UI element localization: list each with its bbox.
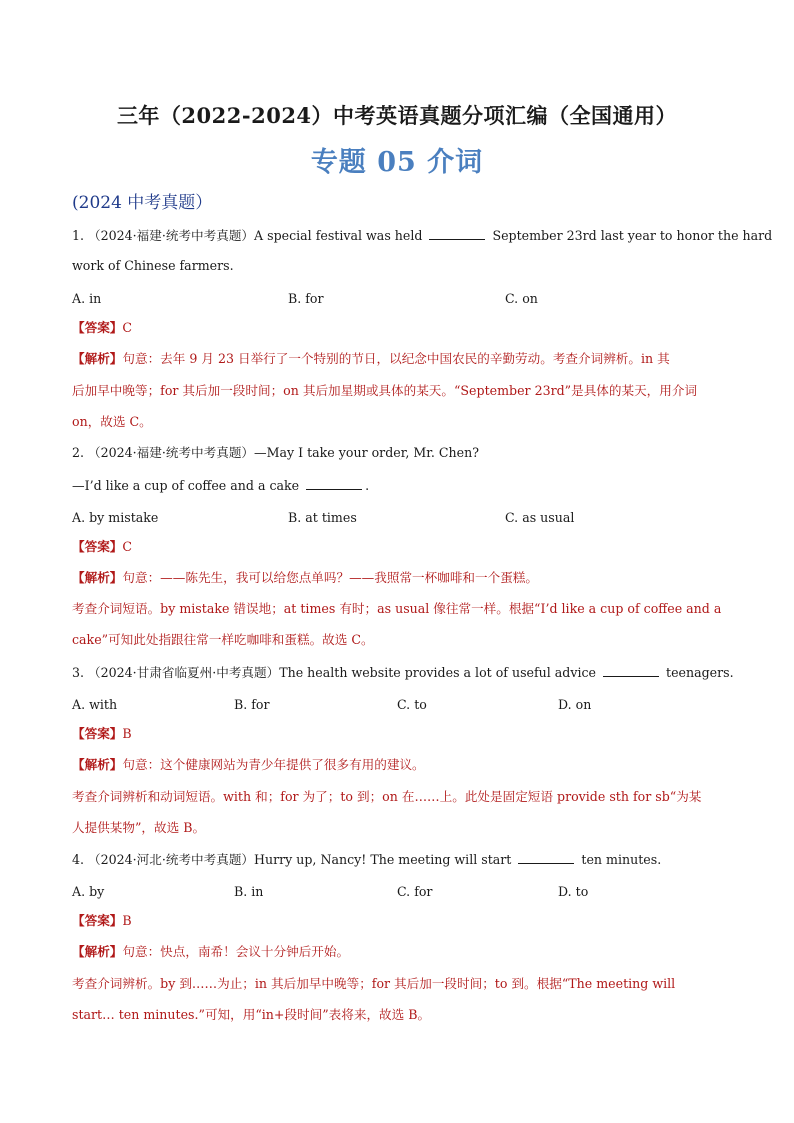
question-4-answer bbox=[72, 915, 132, 928]
question-3-stem-part-a: 3. （2024·甘肃省临夏州·中考真题）The health website provides a lot of useful advice bbox=[72, 665, 601, 680]
question-4-option-c: C. for bbox=[397, 884, 433, 899]
question-2-option-c: C. as usual bbox=[505, 510, 575, 525]
question-4-stem-line-1 bbox=[72, 853, 661, 867]
question-1-stem-part-b: September 23rd last year to honor the hard bbox=[488, 228, 773, 243]
answer-value: B bbox=[122, 726, 132, 741]
question-2-stem-part-a: —I’d like a cup of coffee and a cake bbox=[72, 478, 304, 493]
question-1-analysis-line-1 bbox=[72, 353, 670, 366]
question-4-analysis-line-1 bbox=[72, 946, 349, 959]
question-3-stem-line-1 bbox=[72, 666, 734, 680]
answer-blank bbox=[603, 666, 659, 677]
question-4-option-d: D. to bbox=[558, 884, 589, 899]
analysis-label: 【解析】 bbox=[72, 570, 123, 585]
question-2-option-a: A. by mistake bbox=[72, 510, 159, 525]
question-3-stem-part-b: teenagers. bbox=[662, 665, 734, 680]
answer-label: 【答案】 bbox=[72, 320, 123, 335]
analysis-label: 【解析】 bbox=[72, 351, 123, 366]
answer-blank bbox=[429, 229, 485, 240]
question-3-option-d: D. on bbox=[558, 697, 592, 712]
question-2-analysis-line-3: cake”可知此处指跟往常一样吃咖啡和蛋糕。故选 C。 bbox=[72, 632, 374, 647]
question-2-stem-line-1: 2. （2024·福建·统考中考真题）—May I take your order, Mr. Chen? bbox=[72, 445, 479, 460]
answer-blank bbox=[518, 853, 574, 864]
analysis-label: 【解析】 bbox=[72, 944, 123, 959]
question-2-option-b: B. at times bbox=[288, 510, 357, 525]
question-4-analysis-line-2: 考查介词辨析。by 到……为止；in 其后加早中晚等；for 其后加一段时间；to 到。根据“The meeting will bbox=[72, 976, 676, 991]
answer-label: 【答案】 bbox=[72, 539, 123, 554]
question-3-analysis-line-2: 考查介词辨析和动词短语。with 和；for 为了；to 到；on 在……上。此处是固定短语 provide sth for sb“为某 bbox=[72, 789, 702, 804]
question-3-option-a: A. with bbox=[72, 697, 118, 712]
answer-label: 【答案】 bbox=[72, 726, 123, 741]
question-1-option-b: B. for bbox=[288, 291, 324, 306]
topic-title: 专题 05 介词 bbox=[310, 147, 484, 178]
question-4-stem-part-a: 4. （2024·河北·统考中考真题）Hurry up, Nancy! The meeting will start bbox=[72, 852, 516, 867]
question-3-analysis-line-1 bbox=[72, 759, 425, 772]
question-1-option-a: A. in bbox=[72, 291, 102, 306]
question-1-analysis-line-3: on，故选 C。 bbox=[72, 414, 152, 429]
analysis-text: 句意：这个健康网站为青少年提供了很多有用的建议。 bbox=[122, 757, 425, 772]
analysis-text: 句意：去年 9 月 23 日举行了一个特别的节日，以纪念中国农民的辛勤劳动。考查介词辨析。in 其 bbox=[122, 351, 670, 366]
question-2-stem-line-2 bbox=[72, 479, 369, 493]
question-3-option-b: B. for bbox=[234, 697, 270, 712]
question-2-stem-part-b: . bbox=[365, 478, 370, 493]
question-4-stem-part-b: ten minutes. bbox=[577, 852, 662, 867]
question-2-answer bbox=[72, 541, 132, 554]
answer-blank bbox=[306, 479, 362, 490]
analysis-label: 【解析】 bbox=[72, 757, 123, 772]
question-4-option-a: A. by bbox=[72, 884, 105, 899]
answer-value: C bbox=[122, 539, 133, 554]
analysis-text: 句意：——陈先生，我可以给您点单吗？——我照常一杯咖啡和一个蛋糕。 bbox=[122, 570, 538, 585]
answer-label: 【答案】 bbox=[72, 913, 123, 928]
question-4-analysis-line-3: start… ten minutes.”可知，用“in+段时间”表将来，故选 B。 bbox=[72, 1007, 431, 1022]
answer-value: B bbox=[122, 913, 132, 928]
question-1-stem-part-a: 1. （2024·福建·统考中考真题）A special festival was held bbox=[72, 228, 427, 243]
question-3-option-c: C. to bbox=[397, 697, 427, 712]
question-1-answer bbox=[72, 322, 132, 335]
question-1-stem-line-1 bbox=[72, 229, 772, 243]
question-1-analysis-line-2: 后加早中晚等；for 其后加一段时间；on 其后加星期或具体的某天。“September 23rd”是具体的某天，用介词 bbox=[72, 383, 698, 398]
question-1-stem-line-2: work of Chinese farmers. bbox=[72, 258, 234, 273]
section-heading: (2024 中考真题） bbox=[72, 193, 213, 213]
question-3-answer bbox=[72, 728, 132, 741]
question-1-option-c: C. on bbox=[505, 291, 538, 306]
question-4-option-b: B. in bbox=[234, 884, 264, 899]
document-title: 三年（2022-2024）中考英语真题分项汇编（全国通用） bbox=[116, 103, 678, 128]
question-3-analysis-line-3: 人提供某物”，故选 B。 bbox=[72, 820, 206, 835]
question-2-analysis-line-2: 考查介词短语。by mistake 错误地；at times 有时；as usual 像往常一样。根据“I’d like a cup of coffee and a bbox=[72, 601, 722, 616]
answer-value: C bbox=[122, 320, 133, 335]
analysis-text: 句意：快点，南希！会议十分钟后开始。 bbox=[122, 944, 350, 959]
question-2-analysis-line-1 bbox=[72, 572, 538, 585]
